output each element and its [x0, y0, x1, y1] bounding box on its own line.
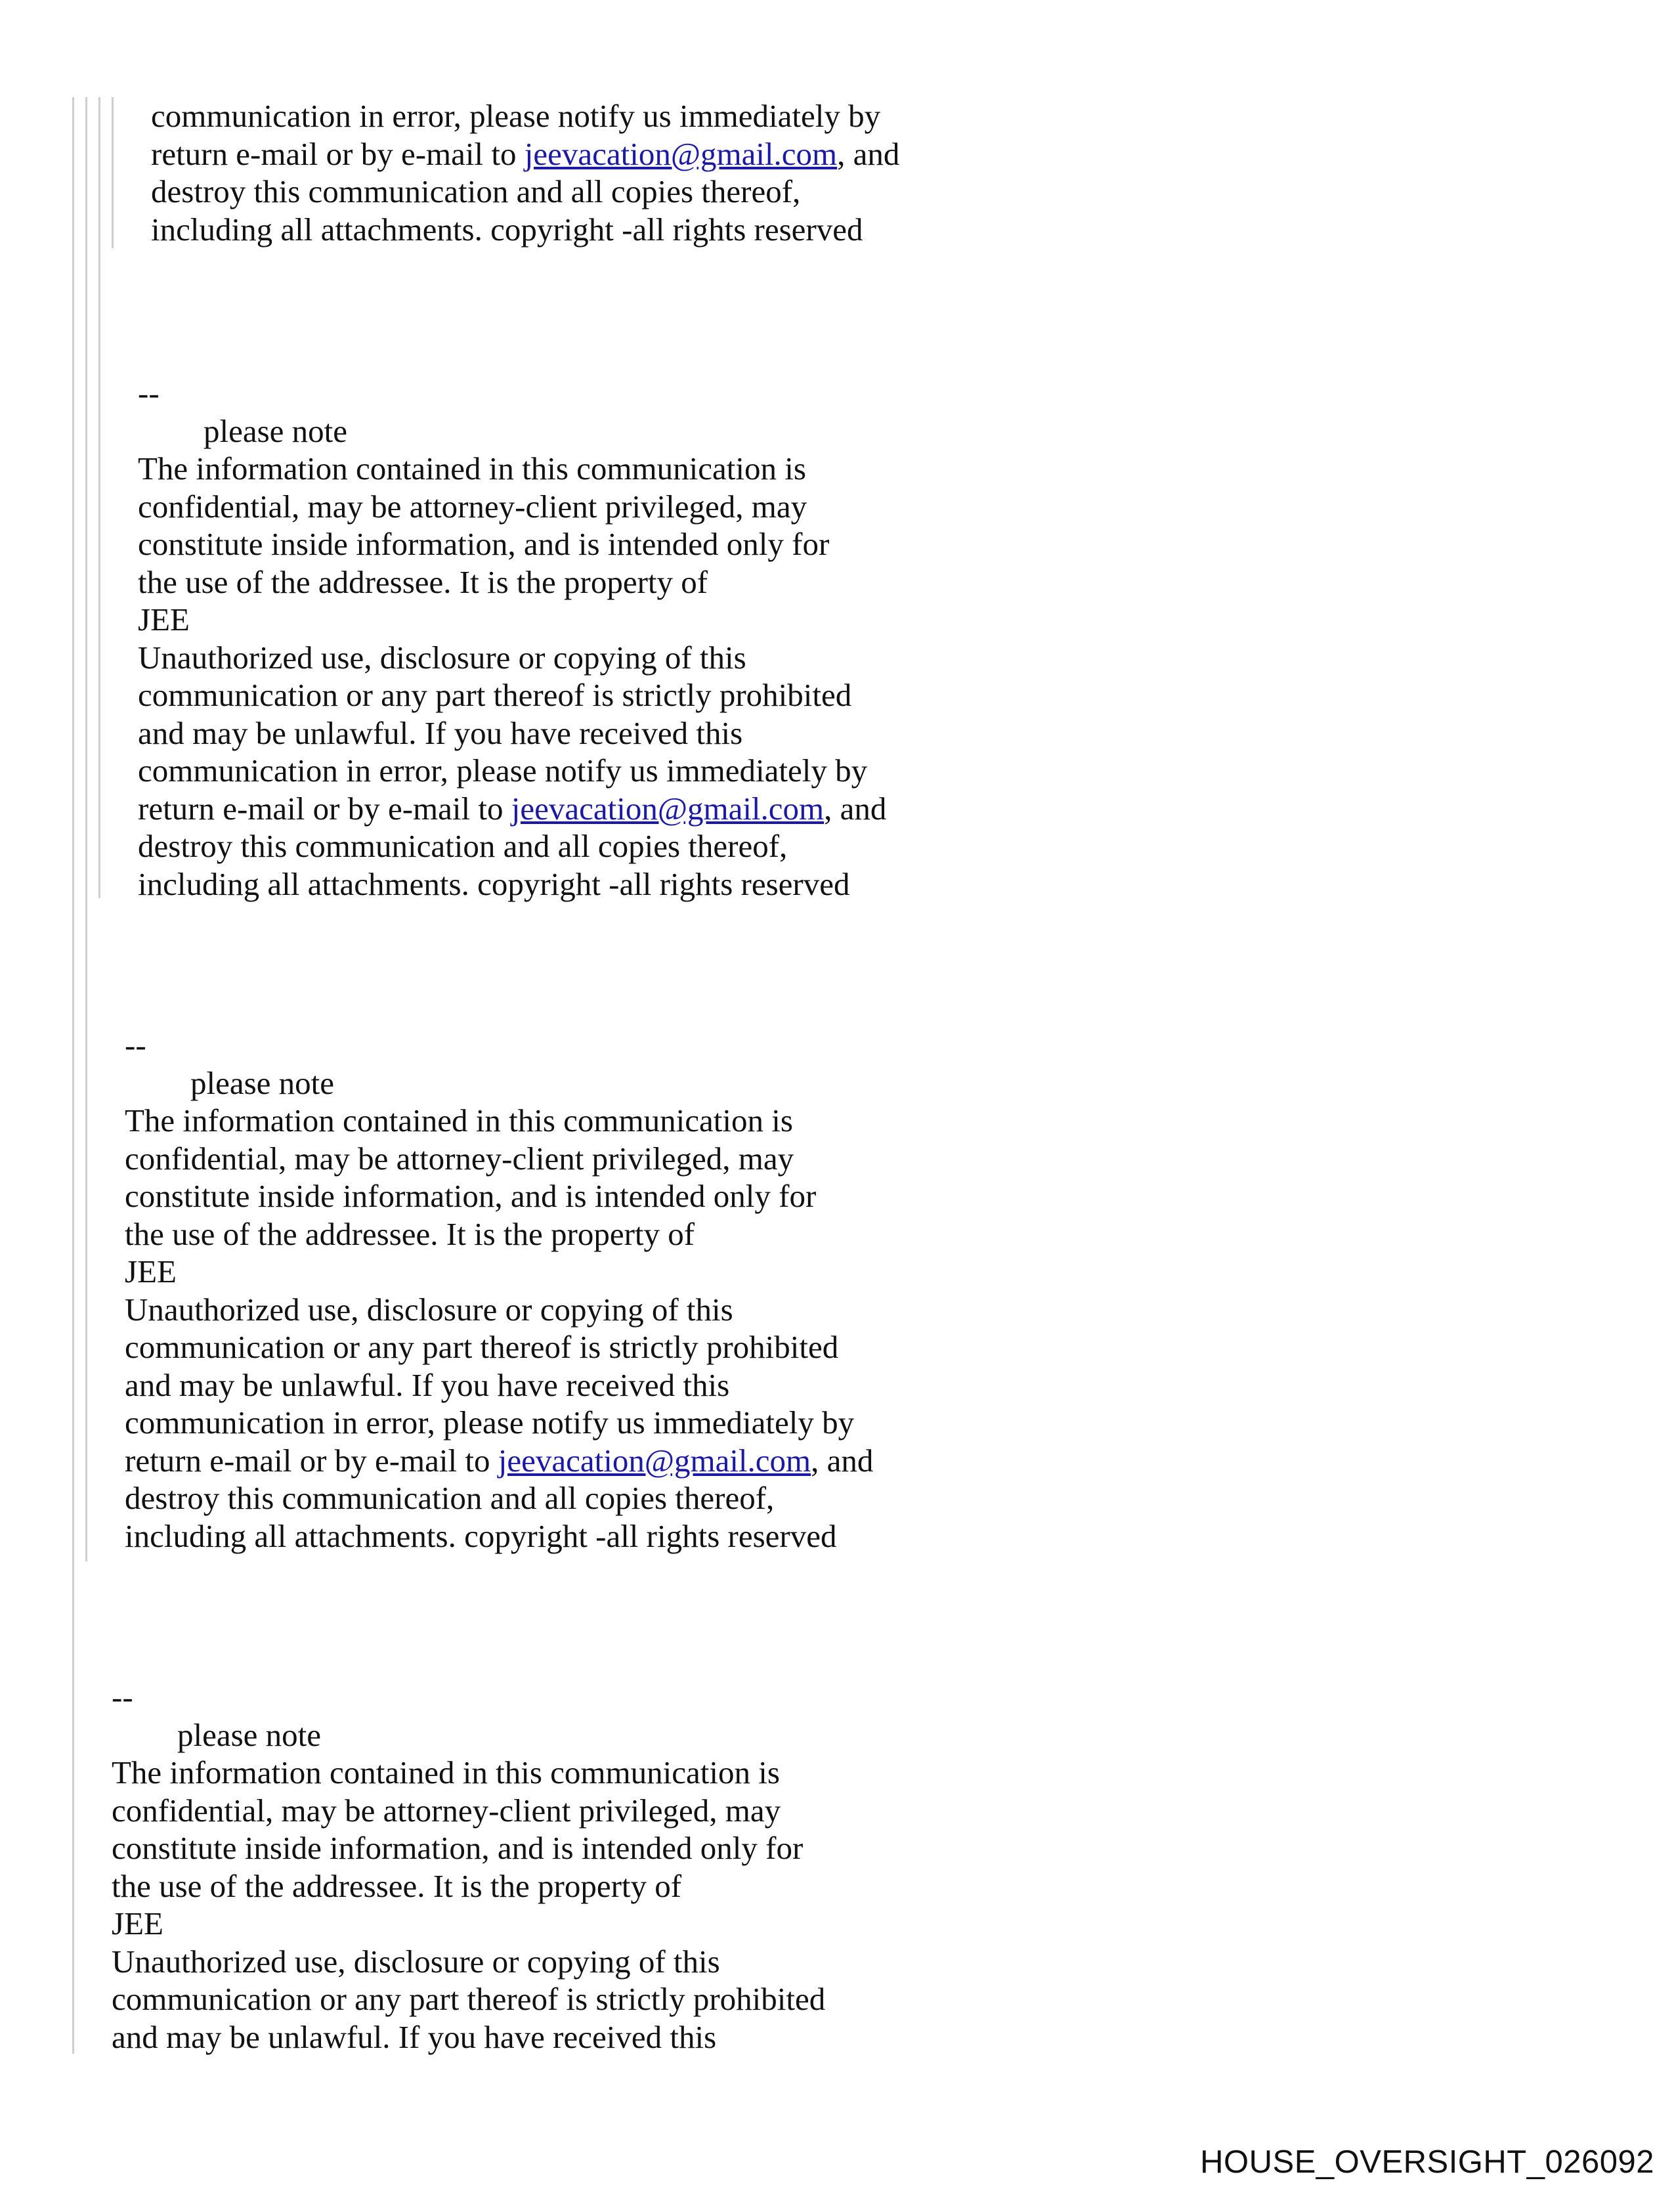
- notice-line: Unauthorized use, disclosure or copying of this: [138, 639, 746, 676]
- notice-line: JEE: [112, 1905, 163, 1941]
- notice-line: constitute inside information, and is intended only for: [138, 526, 830, 562]
- email-link[interactable]: jeevacation@gmail.com: [524, 135, 838, 172]
- notice-line: return e-mail or by e-mail to jeevacation@gmail.com, and: [138, 790, 887, 827]
- quote-bar: [112, 97, 114, 248]
- notice-line: JEE: [138, 601, 190, 638]
- notice-line: communication or any part thereof is strictly prohibited: [138, 677, 852, 713]
- separator: --: [125, 1027, 146, 1063]
- email-link[interactable]: jeevacation@gmail.com: [498, 1442, 811, 1479]
- notice-line: communication or any part thereof is strictly prohibited: [125, 1329, 839, 1365]
- notice-line: return e-mail or by e-mail to jeevacation@gmail.com, and: [125, 1442, 874, 1479]
- notice-line: Unauthorized use, disclosure or copying of this: [112, 1943, 720, 1980]
- notice-line: destroy this communication and all copies thereof,: [151, 173, 801, 209]
- notice-heading: please note: [204, 412, 348, 449]
- notice-line: confidential, may be attorney-client privileged, may: [112, 1792, 781, 1829]
- notice-line: The information contained in this communication is: [125, 1102, 793, 1139]
- notice-line: the use of the addressee. It is the property of: [125, 1215, 695, 1252]
- notice-block-1: [151, 97, 899, 248]
- notice-line: communication in error, please notify us immediately by: [138, 752, 868, 789]
- notice-line: and may be unlawful. If you have received this: [138, 714, 743, 751]
- notice-line: destroy this communication and all copies thereof,: [125, 1480, 775, 1516]
- notice-line: The information contained in this communication is: [138, 450, 806, 487]
- notice-line: including all attachments. copyright -all rights reserved: [138, 865, 850, 902]
- notice-line: confidential, may be attorney-client privileged, may: [125, 1140, 794, 1177]
- notice-line: Unauthorized use, disclosure or copying of this: [125, 1291, 733, 1328]
- notice-line: communication or any part thereof is strictly prohibited: [112, 1981, 826, 2017]
- quote-bar: [72, 97, 74, 2054]
- notice-line: constitute inside information, and is intended only for: [125, 1178, 817, 1214]
- notice-line: including all attachments. copyright -all rights reserved: [125, 1517, 837, 1554]
- notice-line: communication in error, please notify us immediately by: [151, 98, 881, 134]
- notice-line: and may be unlawful. If you have received this: [125, 1366, 730, 1403]
- notice-line: JEE: [125, 1253, 177, 1290]
- notice-heading: please note: [177, 1716, 322, 1753]
- email-link[interactable]: jeevacation@gmail.com: [511, 790, 825, 827]
- notice-line: including all attachments. copyright -all rights reserved: [151, 211, 863, 248]
- document-id: HOUSE_OVERSIGHT_026092: [1200, 2144, 1654, 2180]
- notice-line: The information contained in this communication is: [112, 1754, 780, 1790]
- notice-line: return e-mail or by e-mail to jeevacation@gmail.com, and: [151, 135, 900, 172]
- notice-line: destroy this communication and all copies thereof,: [138, 828, 788, 864]
- separator: --: [138, 375, 160, 411]
- notice-block-2: [138, 374, 886, 903]
- notice-block-4: [112, 1678, 825, 2056]
- notice-heading: please note: [190, 1064, 335, 1101]
- separator: --: [112, 1679, 133, 1715]
- notice-block-3: [125, 1026, 873, 1555]
- notice-line: constitute inside information, and is intended only for: [112, 1830, 804, 1866]
- notice-line: and may be unlawful. If you have received this: [112, 2018, 717, 2055]
- quote-bar: [85, 97, 87, 1561]
- notice-line: communication in error, please notify us immediately by: [125, 1404, 855, 1441]
- notice-line: the use of the addressee. It is the property of: [138, 563, 708, 600]
- quote-bar: [98, 97, 100, 898]
- notice-line: the use of the addressee. It is the property of: [112, 1867, 682, 1904]
- notice-line: confidential, may be attorney-client privileged, may: [138, 488, 807, 525]
